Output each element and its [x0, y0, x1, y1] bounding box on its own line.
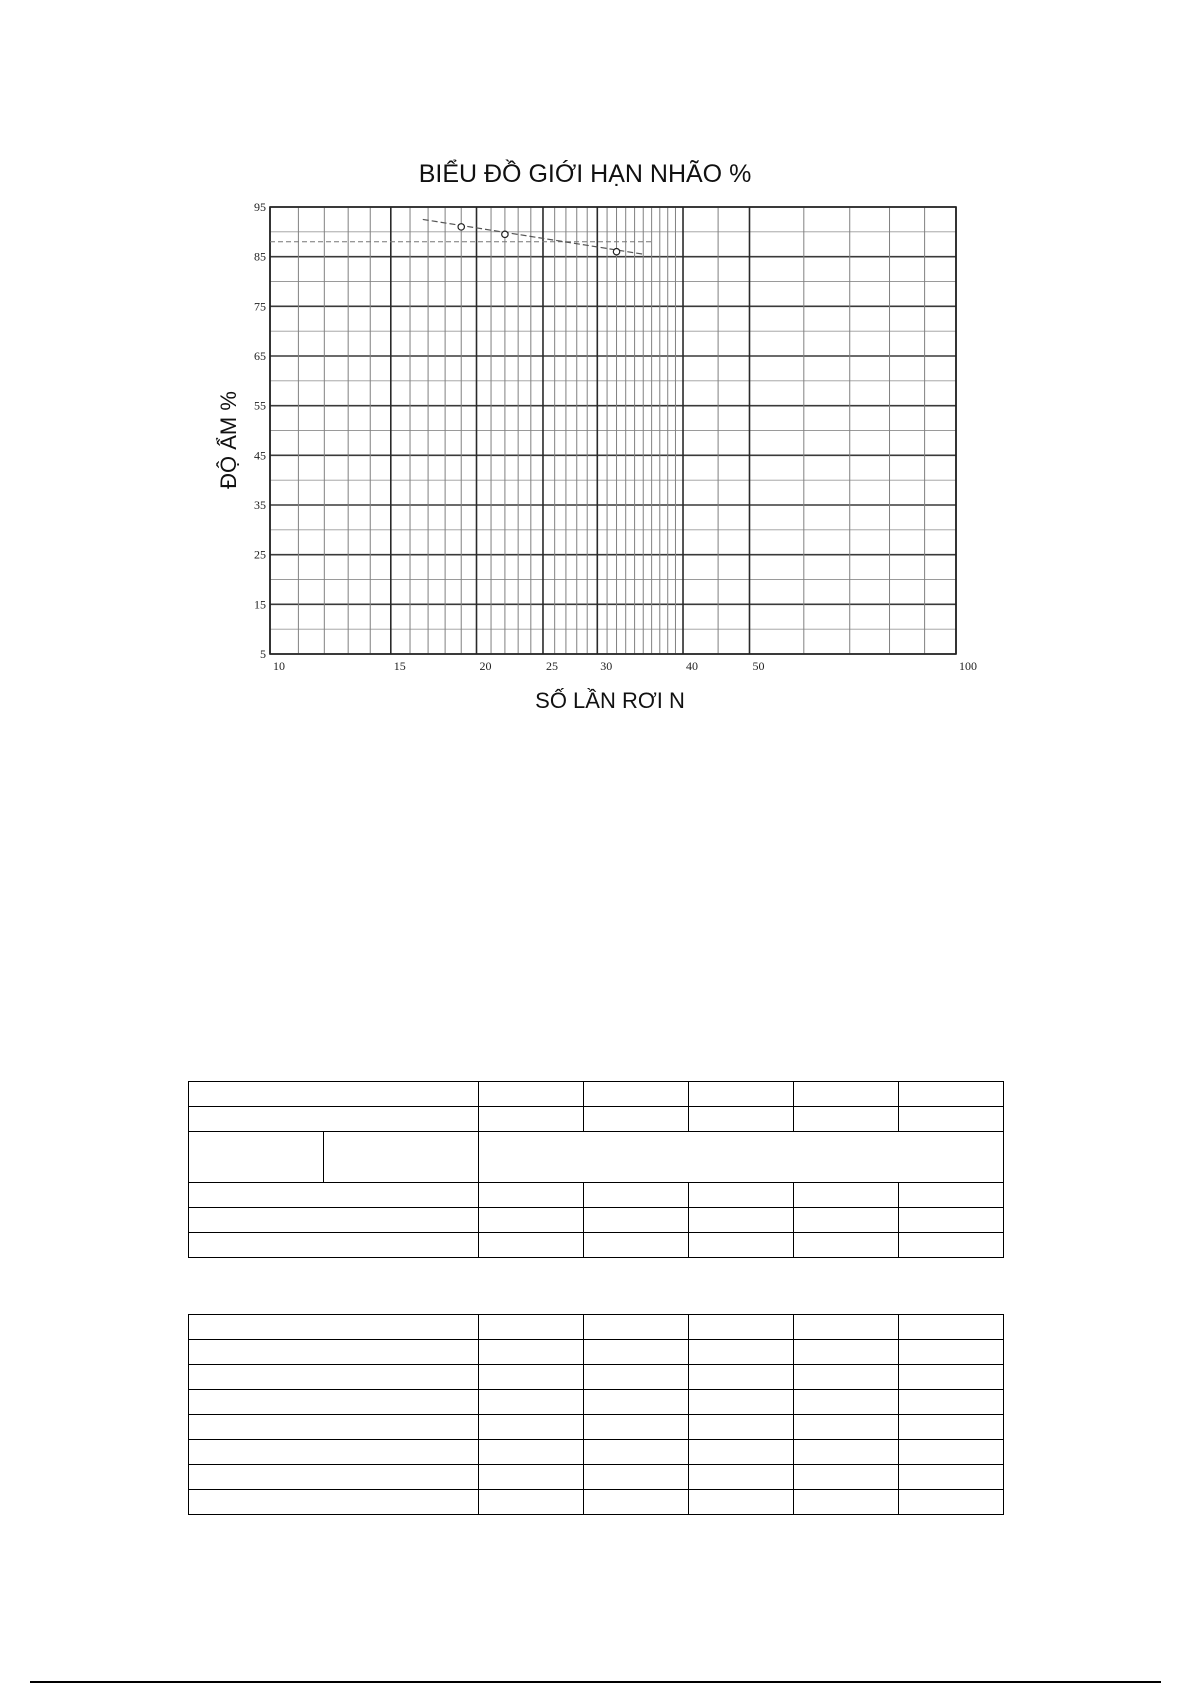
data-point: [458, 224, 464, 230]
table-cell: [689, 1440, 794, 1465]
y-tick-label: 85: [254, 249, 266, 264]
table-cell: [899, 1440, 1004, 1465]
table-cell: [189, 1365, 479, 1390]
table-cell: [689, 1490, 794, 1515]
y-tick-label: 35: [254, 498, 266, 512]
table-cell: [689, 1183, 794, 1208]
y-tick-label: 15: [254, 597, 266, 612]
table-cell: [189, 1465, 479, 1490]
table-cell: [189, 1107, 479, 1132]
y-tick-label: 75: [254, 299, 266, 314]
table-cell: [899, 1208, 1004, 1233]
x-tick-label: 15: [393, 659, 406, 673]
table-cell: [584, 1082, 689, 1107]
table-cell: [479, 1465, 584, 1490]
table-cell: [479, 1315, 584, 1340]
table-cell: [479, 1107, 584, 1132]
y-tick-label: 45: [254, 448, 266, 463]
table-cell: [899, 1183, 1004, 1208]
chart-title: BIỂU ĐỒ GIỚI HẠN NHÃO %: [418, 160, 752, 188]
table-cell: [899, 1340, 1004, 1365]
table-cell: [189, 1415, 479, 1440]
test-data-table-1: [188, 1081, 1004, 1258]
table-cell: [794, 1390, 899, 1415]
y-tick-label: 55: [254, 398, 266, 413]
table-cell: [189, 1132, 479, 1183]
table-cell: [899, 1315, 1004, 1340]
table-row: [189, 1132, 1004, 1183]
table-cell: [689, 1233, 794, 1258]
table-cell: [794, 1183, 899, 1208]
x-tick-label: 40: [686, 659, 699, 673]
table-cell: [189, 1183, 479, 1208]
table-cell: [689, 1390, 794, 1415]
table-cell: [794, 1233, 899, 1258]
table-cell: [899, 1390, 1004, 1415]
table-row: [189, 1107, 1004, 1132]
table-cell: [794, 1365, 899, 1390]
table-cell: [794, 1208, 899, 1233]
table-cell: [584, 1208, 689, 1233]
x-tick-label: 20: [479, 659, 492, 673]
table-row: [189, 1465, 1004, 1490]
split-cell-left: [189, 1132, 324, 1182]
table-cell: [899, 1233, 1004, 1258]
table-row: [189, 1082, 1004, 1107]
x-tick-label: 10: [273, 659, 285, 673]
x-tick-label: 50: [752, 659, 765, 673]
table-cell: [584, 1465, 689, 1490]
table-cell: [189, 1208, 479, 1233]
table-row: [189, 1183, 1004, 1208]
table-cell: [689, 1082, 794, 1107]
table-row: [189, 1233, 1004, 1258]
table-cell: [479, 1082, 584, 1107]
table-cell: [689, 1340, 794, 1365]
table-cell: [689, 1208, 794, 1233]
table-cell: [479, 1390, 584, 1415]
table-cell: [794, 1082, 899, 1107]
table-cell: [899, 1465, 1004, 1490]
table-cell: [794, 1465, 899, 1490]
x-tick-label: 25: [545, 659, 558, 673]
table-cell: [584, 1490, 689, 1515]
y-tick-label: 25: [254, 547, 266, 562]
y-axis-title: ĐỘ ẨM %: [216, 391, 241, 489]
table-cell: [189, 1233, 479, 1258]
table-cell: [189, 1082, 479, 1107]
y-tick-label: 95: [254, 200, 266, 214]
table-row: [189, 1315, 1004, 1340]
table-cell: [899, 1365, 1004, 1390]
table-cell: [189, 1390, 479, 1415]
table-cell: [584, 1365, 689, 1390]
table-cell: [689, 1315, 794, 1340]
trend-line: [423, 219, 643, 254]
table-cell: [584, 1440, 689, 1465]
chart-data-layer: [270, 219, 651, 254]
x-tick-label: 30: [600, 659, 613, 673]
table-cell: [794, 1107, 899, 1132]
table-cell: [479, 1440, 584, 1465]
table-cell: [479, 1340, 584, 1365]
page-bottom-rule: [30, 1681, 1161, 1683]
y-tick-label: 5: [260, 647, 266, 661]
table-cell: [584, 1340, 689, 1365]
table-cell: [479, 1183, 584, 1208]
test-data-table-2: [188, 1314, 1004, 1515]
table-cell: [584, 1107, 689, 1132]
table-cell: [899, 1415, 1004, 1440]
table-cell: [584, 1315, 689, 1340]
table-row: [189, 1490, 1004, 1515]
table-row: [189, 1365, 1004, 1390]
table-cell: [584, 1390, 689, 1415]
table-cell: [689, 1365, 794, 1390]
chart-labels: [254, 200, 977, 673]
table-cell: [689, 1107, 794, 1132]
table-cell: [689, 1415, 794, 1440]
table-cell: [479, 1208, 584, 1233]
split-cell-wrap: [189, 1132, 478, 1182]
y-tick-label: 65: [254, 349, 266, 363]
table-cell: [899, 1082, 1004, 1107]
table-cell: [899, 1107, 1004, 1132]
table-cell: [189, 1490, 479, 1515]
table-cell: [584, 1233, 689, 1258]
table-row: [189, 1440, 1004, 1465]
table-cell: [794, 1440, 899, 1465]
table-cell: [584, 1415, 689, 1440]
x-tick-label: 100: [959, 659, 977, 673]
table-cell: [794, 1315, 899, 1340]
table-row: [189, 1208, 1004, 1233]
table-cell: [189, 1340, 479, 1365]
table-row: [189, 1390, 1004, 1415]
chart-grid: [270, 207, 956, 654]
table-row: [189, 1415, 1004, 1440]
table-cell: [479, 1415, 584, 1440]
data-point: [502, 231, 508, 237]
table-cell: [899, 1490, 1004, 1515]
table-cell: [794, 1490, 899, 1515]
table-cell: [584, 1183, 689, 1208]
table-cell: [479, 1233, 584, 1258]
table-cell: [479, 1490, 584, 1515]
liquid-limit-chart: [0, 0, 1191, 720]
table-row: [189, 1340, 1004, 1365]
table-cell: [189, 1440, 479, 1465]
table-cell: [689, 1465, 794, 1490]
table-cell: [794, 1415, 899, 1440]
table-cell: [189, 1315, 479, 1340]
table-cell-merged: [479, 1132, 1004, 1183]
table-cell: [794, 1340, 899, 1365]
table-cell: [479, 1365, 584, 1390]
x-axis-title: SỐ LẦN RƠI N: [535, 688, 685, 713]
data-point: [613, 249, 619, 255]
